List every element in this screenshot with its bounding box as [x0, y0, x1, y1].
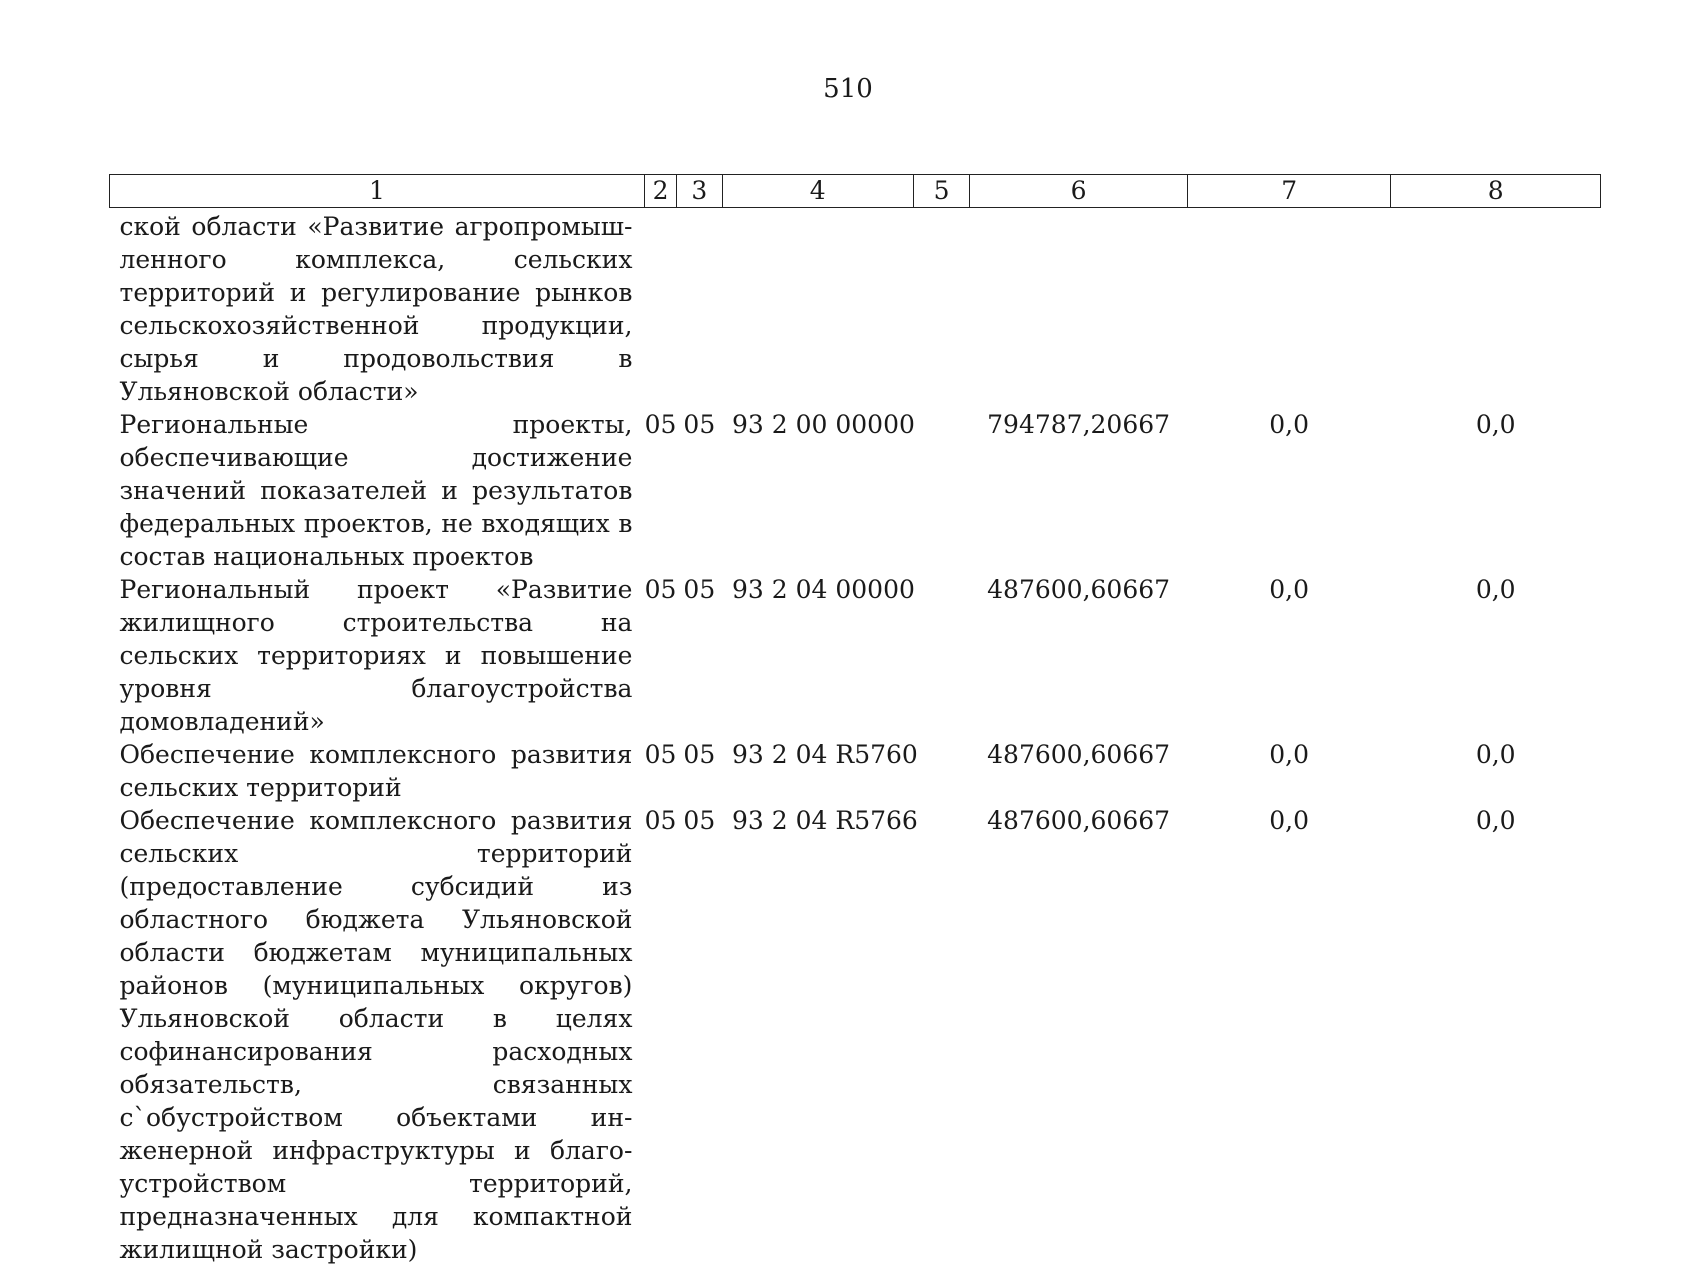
row-amount-3: 0,0 — [1475, 806, 1516, 835]
row-section: 05 — [644, 806, 677, 835]
row-name: Обеспечение комплексного развития сельских территорий — [119, 740, 633, 802]
row-section — [644, 208, 676, 409]
header-col-7: 7 — [1187, 175, 1391, 208]
header-col-3: 3 — [677, 175, 722, 208]
row-amount-3: 0,0 — [1475, 410, 1516, 439]
table-row — [110, 208, 1601, 409]
header-col-6: 6 — [970, 175, 1188, 208]
row-subsection: 05 — [683, 806, 716, 835]
row-section: 05 — [644, 740, 677, 769]
row-target-article — [722, 208, 913, 409]
row-amount-3: 0,0 — [1475, 740, 1516, 769]
header-col-2: 2 — [644, 175, 676, 208]
row-amount-2: 0,0 — [1269, 575, 1310, 604]
row-expense-type — [913, 738, 969, 804]
header-col-1: 1 — [110, 175, 645, 208]
row-target-article: 93 2 04 R5760 — [732, 740, 918, 769]
row-name: Региональный проект «Развитие жилищного строительства на сельских территориях и повышение уровня благоустройства домовладений» — [119, 575, 633, 736]
table-row — [110, 408, 1601, 573]
row-subsection — [677, 208, 722, 409]
row-amount: 487600,60667 — [987, 575, 1171, 604]
row-expense-type — [913, 408, 969, 573]
row-amount — [970, 208, 1188, 409]
column-number-header — [110, 175, 1601, 208]
row-amount-2: 0,0 — [1269, 806, 1310, 835]
page-number: 510 — [823, 74, 873, 104]
table-row — [110, 804, 1601, 1266]
row-amount-3 — [1391, 208, 1601, 409]
row-section: 05 — [644, 575, 677, 604]
header-col-4: 4 — [722, 175, 913, 208]
table-row — [110, 573, 1601, 738]
row-name: Региональные проекты, обеспечивающие достижение значений показателей и результатов федеральных проектов, не входящих в состав национальных проектов — [119, 410, 633, 571]
row-expense-type — [913, 573, 969, 738]
row-target-article: 93 2 04 00000 — [732, 575, 915, 604]
row-amount-2: 0,0 — [1269, 740, 1310, 769]
table-row — [110, 738, 1601, 804]
row-name: ской области «Развитие агропромышленного комплекса, сельских территорий и регулирование рынков сельскохозяйственной продукции, сырья и продовольствия в Ульяновской области» — [119, 212, 633, 406]
row-section: 05 — [644, 410, 677, 439]
row-name: Обеспечение комплексного развития сельских территорий (предоставление субсидий из областного бюджета Ульяновской области бюджетам муниципальных районов (муниципальных округов) Ульяновской области в целях софинансирования расходных обязательств, связанных с`обустройством объектами инженерной инфраструктуры и благоустройством территорий, предназначенных для компактной жилищной застройки) — [119, 806, 633, 1264]
row-expense-type — [913, 208, 969, 409]
row-amount: 487600,60667 — [987, 806, 1171, 835]
row-amount-2 — [1187, 208, 1391, 409]
row-amount-3: 0,0 — [1475, 575, 1516, 604]
row-target-article: 93 2 00 00000 — [732, 410, 915, 439]
row-subsection: 05 — [683, 575, 716, 604]
row-amount-2: 0,0 — [1269, 410, 1310, 439]
header-col-5: 5 — [913, 175, 969, 208]
budget-table — [109, 174, 1601, 1266]
row-subsection: 05 — [683, 410, 716, 439]
row-amount: 794787,20667 — [987, 410, 1171, 439]
header-col-8: 8 — [1391, 175, 1601, 208]
row-amount: 487600,60667 — [987, 740, 1171, 769]
row-expense-type — [913, 804, 969, 1266]
row-target-article: 93 2 04 R5766 — [732, 806, 918, 835]
row-subsection: 05 — [683, 740, 716, 769]
